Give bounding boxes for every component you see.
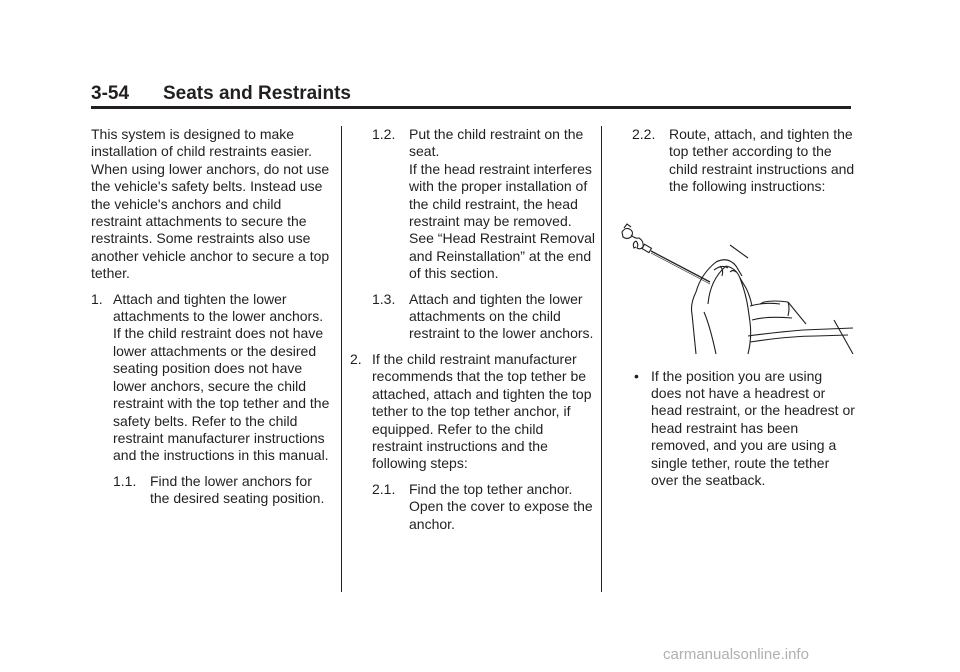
step-number: 2.1. (372, 480, 396, 497)
column-3 (610, 126, 855, 489)
section-title: Seats and Restraints (163, 83, 351, 104)
column-1 (91, 126, 333, 508)
step-number: 1.3. (372, 290, 396, 307)
step-text: If the child restraint manufacturer recommends that the top tether be attached, attach and tighten the top tether to the top tether anchor, if equipped. Refer to the child restraint instructions and the following steps: (372, 350, 592, 472)
column-divider-1 (341, 126, 342, 592)
step-2-1-note: Open the cover to expose the anchor. (409, 498, 593, 532)
step-text: Find the top tether anchor. (409, 480, 573, 497)
header-divider (91, 106, 851, 109)
column-divider-2 (601, 126, 602, 592)
step-2 (350, 351, 595, 473)
intro-paragraph: This system is designed to make installation of child restraints easier. When using lower anchors, do not use the vehicle's safety belts. Instead use the vehicle's anchors and child restraint attachments to secure the restraints. Some restraints also use another vehicle anchor to secure a top tether. (91, 126, 330, 282)
watermark-text: carmanualsonline.info (663, 646, 809, 663)
seatback-icon (692, 245, 854, 354)
column-2 (350, 126, 595, 533)
step-number: 2.2. (632, 126, 656, 142)
step-1-3 (350, 291, 595, 343)
step-1-2-note: If the head restraint interferes with the proper installation of the child restraint, the head restraint may be removed. See “Head Restraint Removal and Reinstallation” at the end of this section. (409, 160, 595, 282)
bullet-text: If the position you are using does not have a headrest or head restraint, or the headrest or head restraint has been removed, and you are using a single tether, route the tether over the seatback. (651, 367, 855, 489)
step-text: Put the child restraint on the seat. (409, 126, 584, 160)
step-1-2 (350, 126, 595, 161)
step-2-1 (350, 481, 595, 498)
tether-hook-icon (622, 224, 710, 284)
page-header (91, 84, 851, 108)
step-text: Attach and tighten the lower attachments to the lower anchors. If the child restraint does not have lower attachments or the desired seating position does not have lower anchors, secure the child restraint with the top tether and the safety belts. Refer to the child restraint manufacturer instructions and the instructions in this manual. (113, 290, 330, 464)
step-text: Route, attach, and tighten the top tether according to the child restraint instructions and the following instructions: (669, 126, 855, 195)
step-2-2 (610, 126, 855, 196)
step-text: Find the lower anchors for the desired seating position. (150, 472, 325, 507)
seatback-top-tether-illustration (610, 208, 855, 354)
bullet-item (610, 368, 855, 490)
step-1 (91, 291, 333, 465)
bullet-symbol: • (634, 367, 639, 384)
step-1-1 (91, 473, 333, 508)
step-number: 2. (350, 350, 362, 367)
step-number: 1. (91, 290, 103, 307)
page-number: 3-54 (91, 83, 130, 104)
step-number: 1.2. (372, 126, 396, 142)
step-number: 1.1. (113, 472, 137, 489)
step-text: Attach and tighten the lower attachments on the child restraint to the lower anchors. (409, 290, 594, 342)
